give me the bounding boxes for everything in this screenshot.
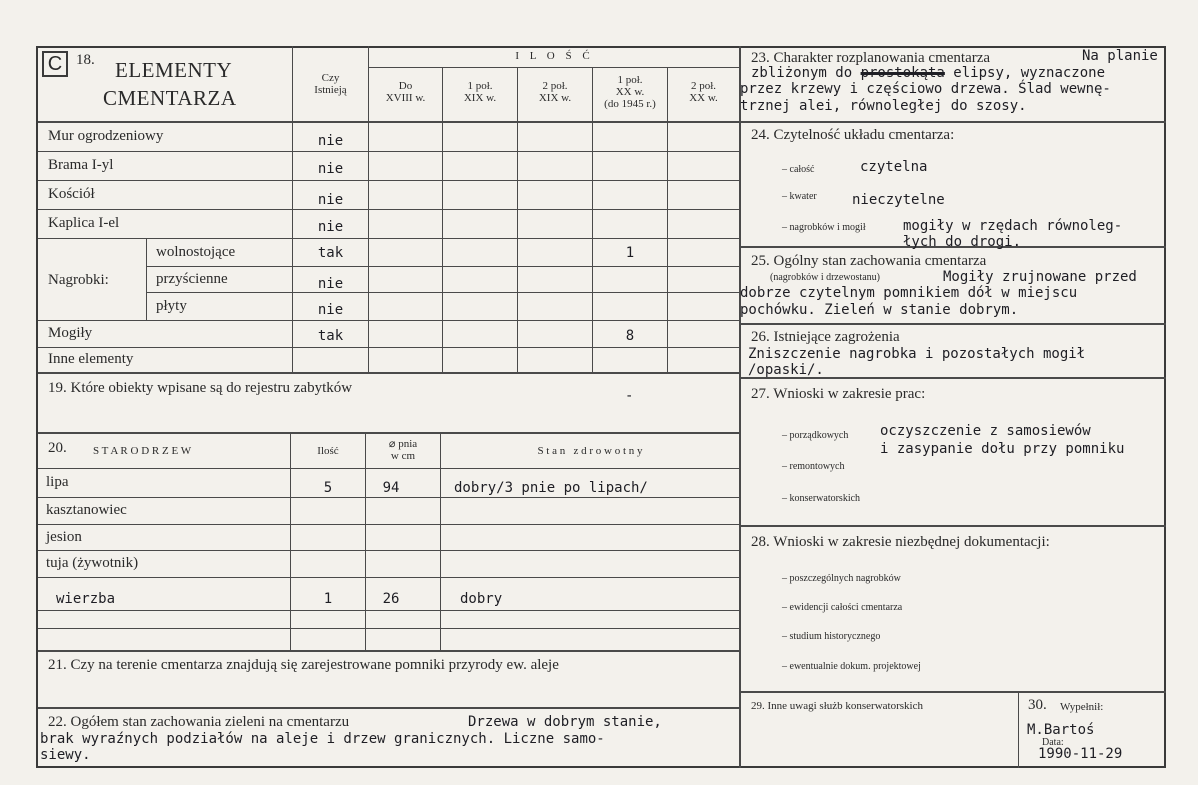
tree-diam: 94 (382, 480, 400, 496)
q30-number: 30. (1028, 697, 1047, 713)
period-label: XX w. (689, 92, 718, 104)
row-label-mogily: Mogiły (48, 325, 93, 341)
row-line (38, 151, 740, 152)
col-line (517, 67, 518, 372)
row-line (38, 524, 740, 525)
period-label: Do (398, 80, 413, 92)
q20-col-pnia-2: w cm (390, 450, 416, 462)
period-label: XIX w. (538, 92, 572, 104)
q24-calosc-value: czytelna (860, 159, 928, 175)
main-divider (739, 46, 741, 768)
q24-nagrobkow-value2: łych do drogi. (903, 234, 1022, 250)
period-label: 2 poł. (690, 80, 717, 92)
row-line (38, 550, 740, 551)
count-mogily: 8 (625, 328, 635, 344)
row-label-mur: Mur ogrodzeniowy (48, 128, 164, 144)
q23-value-line3: przez krzewy i częściowo drzewa. Ślad wewnę- (740, 81, 1111, 97)
period-label: XX w. (615, 86, 645, 98)
row-line (38, 497, 740, 498)
row-label-nagrobki: Nagrobki: (48, 272, 109, 288)
section-number: 18. (76, 52, 95, 68)
q26-value-line1: Zniszczenie nagrobka i pozostałych mogił (748, 346, 1086, 362)
q23-value-line2: zbliżonym do prostokąta elipsy, wyznaczone (751, 65, 1106, 81)
section-title-line2: CMENTARZA (103, 86, 237, 110)
period-label: XVIII w. (385, 92, 426, 104)
q28-item: – ewidencji całości cmentarza (782, 602, 903, 613)
row-line (38, 320, 740, 321)
row-line (38, 577, 740, 578)
row-label-przyscienne: przyścienne (156, 271, 228, 287)
q23-value-line4: trznej alei, równoległej do szosy. (740, 98, 1027, 114)
col-line (667, 67, 668, 372)
q28-item: – ewentualnie dokum. projektowej (782, 661, 921, 672)
q27-porzadkowych-value1: oczyszczenie z samosiewów (880, 423, 1091, 439)
q24-kwater-label: – kwater (782, 191, 817, 202)
q20-col-stan: S t a n z d r o w o t n y (537, 445, 643, 457)
q24-kwater-value: nieczytelne (852, 192, 945, 208)
col-czy-line1: Czy (321, 72, 340, 84)
q30-wypelnil: Wypełnił: (1060, 701, 1104, 713)
row-label-inne: Inne elementy (48, 351, 134, 367)
section-line (38, 432, 740, 434)
period-label: (do 1945 r.) (604, 98, 656, 110)
tree-name: lipa (46, 474, 69, 490)
section-line (38, 650, 740, 652)
q20-col-pnia-1: ⌀ pnia (388, 438, 418, 450)
q27-label: 27. Wnioski w zakresie prac: (751, 386, 926, 402)
row-label-kaplica: Kaplica I-el (48, 215, 120, 231)
q23-label: 23. Charakter rozplanowania cmentarza (751, 50, 991, 66)
row-line (146, 292, 740, 293)
count-wolnostojace: 1 (625, 245, 635, 261)
row-line (38, 180, 740, 181)
period-label: 1 poł. (617, 74, 643, 86)
row-label-plyty: płyty (156, 298, 187, 314)
q22-value-line2: brak wyraźnych podziałów na aleje i drzew granicznych. Liczne samo- (40, 731, 605, 747)
row-label-kosciol: Kościół (48, 186, 95, 202)
value-mur: nie (317, 133, 344, 149)
tree-name: kasztanowiec (46, 502, 127, 518)
row-line (38, 610, 740, 611)
value-kaplica: nie (317, 219, 344, 235)
header-bottom-line (38, 121, 740, 123)
q25-sub: (nagrobków i drzewostanu) (770, 272, 880, 283)
value-kosciol: nie (317, 192, 344, 208)
q22-label: 22. Ogółem stan zachowania zieleni na cmentarzu (48, 714, 350, 730)
q20-title: S T A R O D R Z E W (93, 445, 192, 457)
value-brama: nie (317, 161, 344, 177)
q27-porzadkowych-label: – porządkowych (782, 430, 849, 441)
ilosc-header: I L O Ś Ć (515, 50, 594, 62)
row-line (38, 628, 740, 629)
section-line (740, 323, 1166, 325)
section-line (38, 707, 740, 709)
period-label: 1 poł. (467, 80, 493, 92)
struck-word: prostokąta (860, 65, 945, 81)
value-wolnostojace: tak (317, 245, 344, 261)
period-label: XIX w. (463, 92, 497, 104)
tree-count: 1 (323, 591, 333, 607)
tree-state: dobry/3 pnie po lipach/ (454, 480, 648, 496)
row-line (38, 347, 740, 348)
tree-state: dobry (460, 591, 503, 607)
col-line (442, 67, 443, 372)
q24-calosc-label: – całość (782, 164, 815, 175)
q19-label: 19. Które obiekty wpisane są do rejestru zabytków (48, 380, 353, 396)
row-label-wolnostojace: wolnostojące (156, 244, 236, 260)
section-line (38, 372, 740, 374)
q21-label: 21. Czy na terenie cmentarza znajdują się zarejestrowane pomniki przyrody ew. aleje (48, 657, 559, 673)
q25-value-line2: dobrze czytelnym pomnikiem dół w miejscu (740, 285, 1078, 301)
q19-value: - (625, 388, 634, 404)
tree-name: wierzba (56, 591, 116, 607)
col-line (365, 432, 366, 650)
q27-porzadkowych-value2: i zasypanie dołu przy pomniku (880, 441, 1125, 457)
q23-value-start: Na planie (1082, 48, 1158, 64)
section-line (740, 121, 1166, 123)
q28-item: – poszczególnych nagrobków (782, 573, 901, 584)
q28-item: – studium historycznego (782, 631, 881, 642)
tree-diam: 26 (382, 591, 400, 607)
q20-col-ilosc: Ilość (317, 445, 339, 457)
q26-value-line2: /opaski/. (748, 362, 824, 378)
col-line (1018, 691, 1019, 768)
row-line (146, 266, 740, 267)
section-letter-box: C (42, 51, 68, 77)
q25-label: 25. Ogólny stan zachowania cmentarza (751, 253, 987, 269)
col-line (146, 238, 147, 320)
q28-label: 28. Wnioski w zakresie niezbędnej dokumentacji: (751, 534, 1050, 550)
q30-data-label: Data: (1042, 737, 1064, 748)
q24-label: 24. Czytelność układu cmentarza: (751, 127, 955, 143)
ilosc-divider (368, 67, 740, 68)
section-line (740, 525, 1166, 527)
row-line (38, 468, 740, 469)
tree-count: 5 (323, 480, 333, 496)
q22-value-line3: siewy. (40, 747, 91, 763)
row-line (38, 238, 740, 239)
q22-value-line1: Drzewa w dobrym stanie, (468, 714, 662, 730)
q30-name: M.Bartoś (1027, 722, 1095, 738)
col-line (592, 67, 593, 372)
period-label: 2 poł. (542, 80, 568, 92)
q24-nagrobkow-label: – nagrobków i mogił (782, 222, 866, 233)
q20-number: 20. (48, 440, 67, 456)
q25-value-line1: Mogiły zrujnowane przed (943, 269, 1137, 285)
row-label-brama: Brama I-yl (48, 157, 114, 173)
tree-name: jesion (46, 529, 82, 545)
q27-remontowych-label: – remontowych (782, 461, 845, 472)
q24-nagrobkow-value: mogiły w rzędach równoleg- (903, 218, 1123, 234)
value-plyty: nie (317, 302, 344, 318)
q29-label: 29. Inne uwagi służb konserwatorskich (751, 700, 923, 712)
q30-date: 1990-11-29 (1038, 746, 1123, 762)
tree-name: tuja (żywotnik) (46, 555, 139, 571)
q26-label: 26. Istniejące zagrożenia (751, 329, 900, 345)
q25-value-line3: pochówku. Zieleń w stanie dobrym. (740, 302, 1019, 318)
q27-konserwatorskich-label: – konserwatorskich (782, 493, 861, 504)
col-line (290, 432, 291, 650)
col-czy-line2: Istnieją (314, 84, 347, 96)
value-przyscienne: nie (317, 276, 344, 292)
col-line (440, 432, 441, 650)
section-line (740, 691, 1166, 693)
row-line (38, 209, 740, 210)
value-mogily: tak (317, 328, 344, 344)
section-title-line1: ELEMENTY (115, 58, 233, 82)
